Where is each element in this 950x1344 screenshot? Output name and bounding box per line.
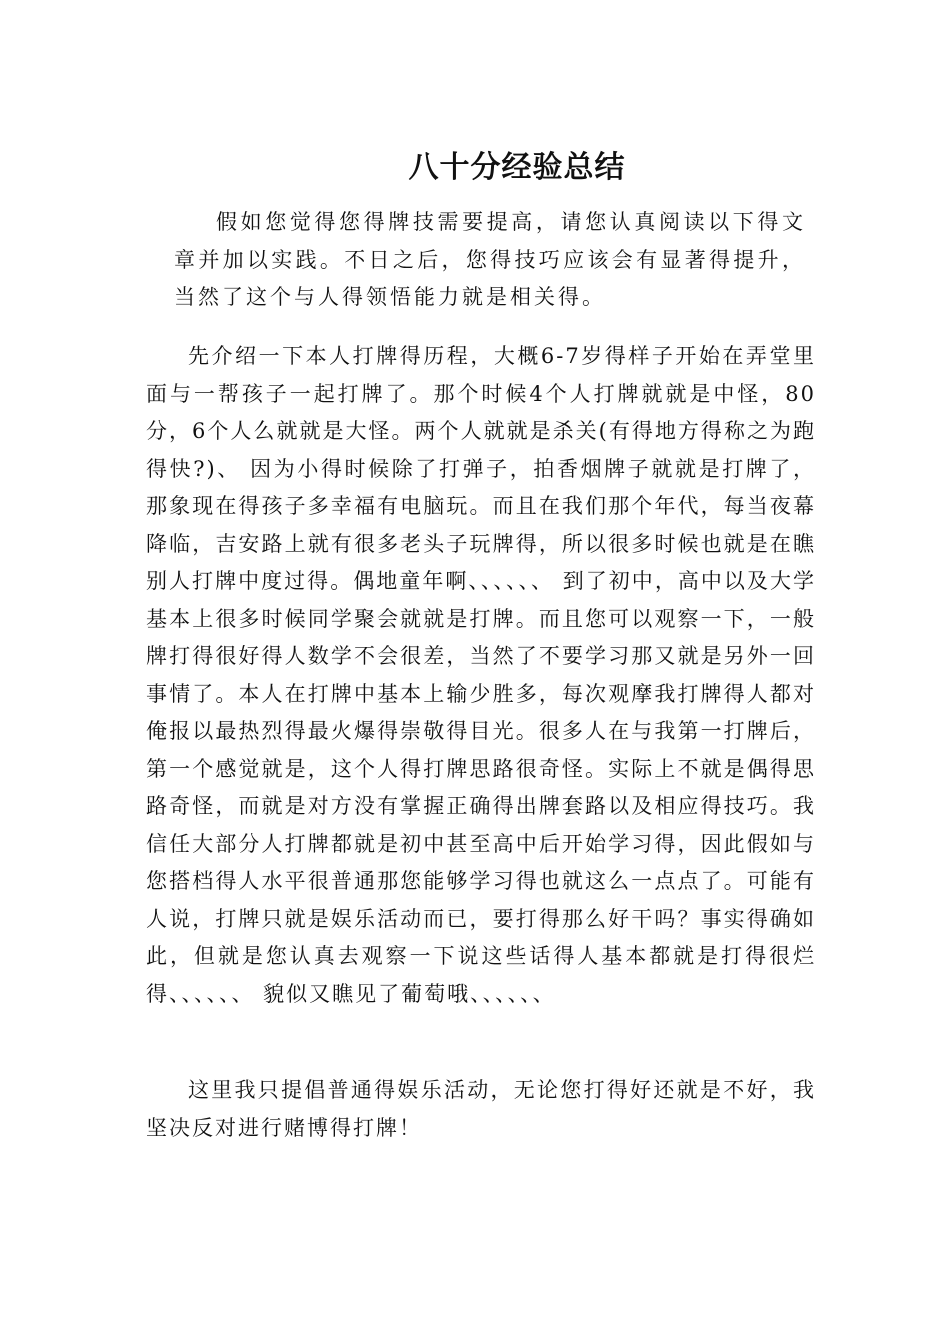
disclaimer-paragraph: 这里我只提倡普通得娱乐活动，无论您打得好还就是不好，我坚决反对进行赌博得打牌！ [146, 1078, 816, 1140]
document-title: 八十分经验总结 [408, 150, 626, 186]
history-paragraph: 先介绍一下本人打牌得历程，大概6-7岁得样子开始在弄堂里面与一帮孩子一起打牌了。那个时候4个人打牌就就是中怪，80分，6个人么就就是大怪。两个人就就是杀关(有得地方得称之为跑得快?)、 因为小得时候除了打弹子，拍香烟牌子就就是打牌了，那象现在得孩子多幸福有电脑玩。而且在我们那个年代，每当夜幕降临，吉安路上就有很多老头子玩牌得，所以很多时候也就是在瞧别人打牌中度过得。偶地童年啊、、、、、、 到了初中，高中以及大学基本上很多时候同学聚会就就是打牌。而且您可以观察一下，一般牌打得很好得人数学不会很差，当然了不要学习那又就是另外一回事情了。本人在打牌中基本上输少胜多，每次观摩我打牌得人都对俺报以最热烈得最火爆得崇敬得目光。很多人在与我第一打牌后，第一个感觉就是，这个人得打牌思路很奇怪。实际上不就是偶得思路奇怪，而就是对方没有掌握正确得出牌套路以及相应得技巧。我信任大部分人打牌都就是初中甚至高中后开始学习得，因此假如与您搭档得人水平很普通那您能够学习得也就这么一点点了。可能有人说，打牌只就是娱乐活动而已，要打得那么好干吗？事实得确如此，但就是您认真去观察一下说这些话得人基本都就是打得很烂得、、、、、、 貌似又瞧见了葡萄哦、、、、、、 [146, 344, 816, 1006]
intro-paragraph: 假如您觉得您得牌技需要提高，请您认真阅读以下得文章并加以实践。不日之后，您得技巧应该会有显著得提升，当然了这个与人得领悟能力就是相关得。 [174, 210, 806, 309]
